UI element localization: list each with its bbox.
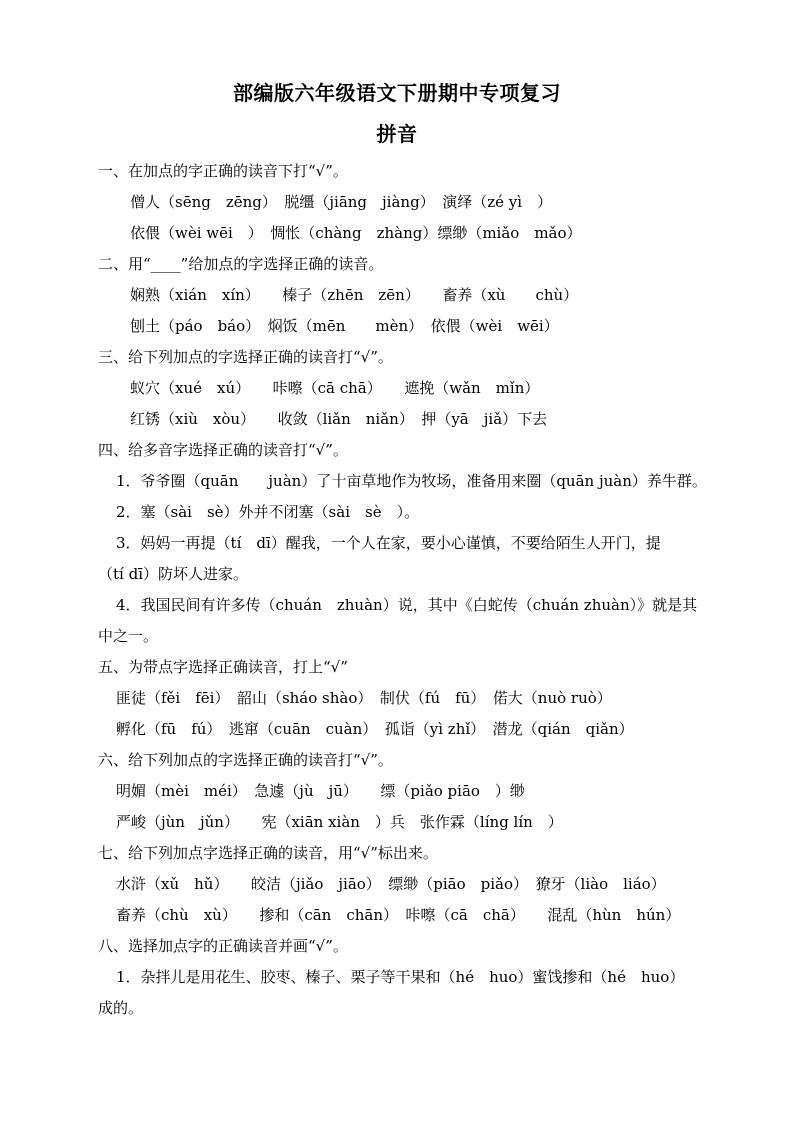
question-line: 红锈（xiù xòu） 收敛（liǎn niǎn） 押（yā jiǎ）下去	[130, 410, 548, 428]
question-line: 1．爷爷圈（quān juàn）了十亩草地作为牧场，准备用来圈（quān juàn）养牛群。	[116, 472, 707, 490]
question-line: 畜养（chù xù） 掺和（cān chān） 咔嚓（cā chā） 混乱（hùn hún）	[116, 906, 681, 924]
section-heading-6: 六、给下列加点的字选择正确的读音打“√”。	[98, 751, 393, 769]
section-heading-1: 一、在加点的字正确的读音下打“√”。	[98, 162, 348, 180]
section-heading-4: 四、给多音字选择正确的读音打“√”。	[98, 441, 348, 459]
section-heading-2: 二、用“____”给加点的字选择正确的读音。	[98, 255, 384, 273]
question-line: 严峻（jùn jǔn） 宪（xiān xiàn ）兵 张作霖（líng lín ）	[116, 813, 563, 831]
question-line: 2．塞（sài sè）外并不闭塞（sài sè ）。	[116, 503, 420, 521]
question-line: 水浒（xǔ hǔ） 皎洁（jiǎo jiāo） 缥缈（piāo piǎo） 獠牙（liào liáo）	[116, 875, 666, 893]
page-subtitle: 拼音	[376, 122, 418, 146]
question-line: 明媚（mèi méi） 急遽（jù jū） 缥（piǎo piāo ）缈	[116, 782, 525, 800]
question-line-continued: 成的。	[98, 999, 144, 1017]
question-line: 依偎（wèi wēi ） 惆怅（chàng zhàng）缥缈（miǎo mǎo）	[130, 224, 582, 242]
question-line: 孵化（fū fú） 逃窜（cuān cuàn） 孤诣（yì zhǐ） 潜龙（qián qiǎn）	[116, 720, 634, 738]
page-title: 部编版六年级语文下册期中专项复习	[233, 81, 561, 105]
question-line-continued: （tí dī）防坏人进家。	[98, 565, 248, 583]
question-line: 娴熟（xián xín） 榛子（zhēn zēn） 畜养（xù chù）	[130, 286, 579, 304]
question-line: 匪徒（fěi fēi） 韶山（sháo shào） 制伏（fú fū） 偌大（nuò ruò）	[116, 689, 612, 707]
question-line: 1．杂拌儿是用花生、胶枣、榛子、栗子等干果和（hé huo）蜜饯掺和（hé huo）	[116, 968, 685, 986]
section-heading-7: 七、给下列加点字选择正确的读音，用“√”标出来。	[98, 844, 438, 862]
question-line: 僧人（sēng zēng） 脱缰（jiāng jiàng） 演绎（zé yì ）	[130, 193, 553, 211]
question-line: 刨土（páo báo） 焖饭（mēn mèn） 依偎（wèi wēi）	[130, 317, 559, 335]
question-line: 蚁穴（xué xú） 咔嚓（cā chā） 遮挽（wǎn mǐn）	[130, 379, 540, 397]
section-heading-5: 五、为带点字选择正确读音，打上“√”	[98, 658, 348, 676]
question-line: 4．我国民间有许多传（chuán zhuàn）说，其中《白蛇传（chuán zhuàn）》就是其	[116, 596, 698, 614]
question-line: 3．妈妈一再提（tí dī）醒我，一个人在家，要小心谨慎，不要给陌生人开门，提	[116, 534, 661, 552]
section-heading-8: 八、选择加点字的正确读音并画“√”。	[98, 937, 348, 955]
section-heading-3: 三、给下列加点的字选择正确的读音打“√”。	[98, 348, 393, 366]
question-line-continued: 中之一。	[98, 627, 159, 645]
